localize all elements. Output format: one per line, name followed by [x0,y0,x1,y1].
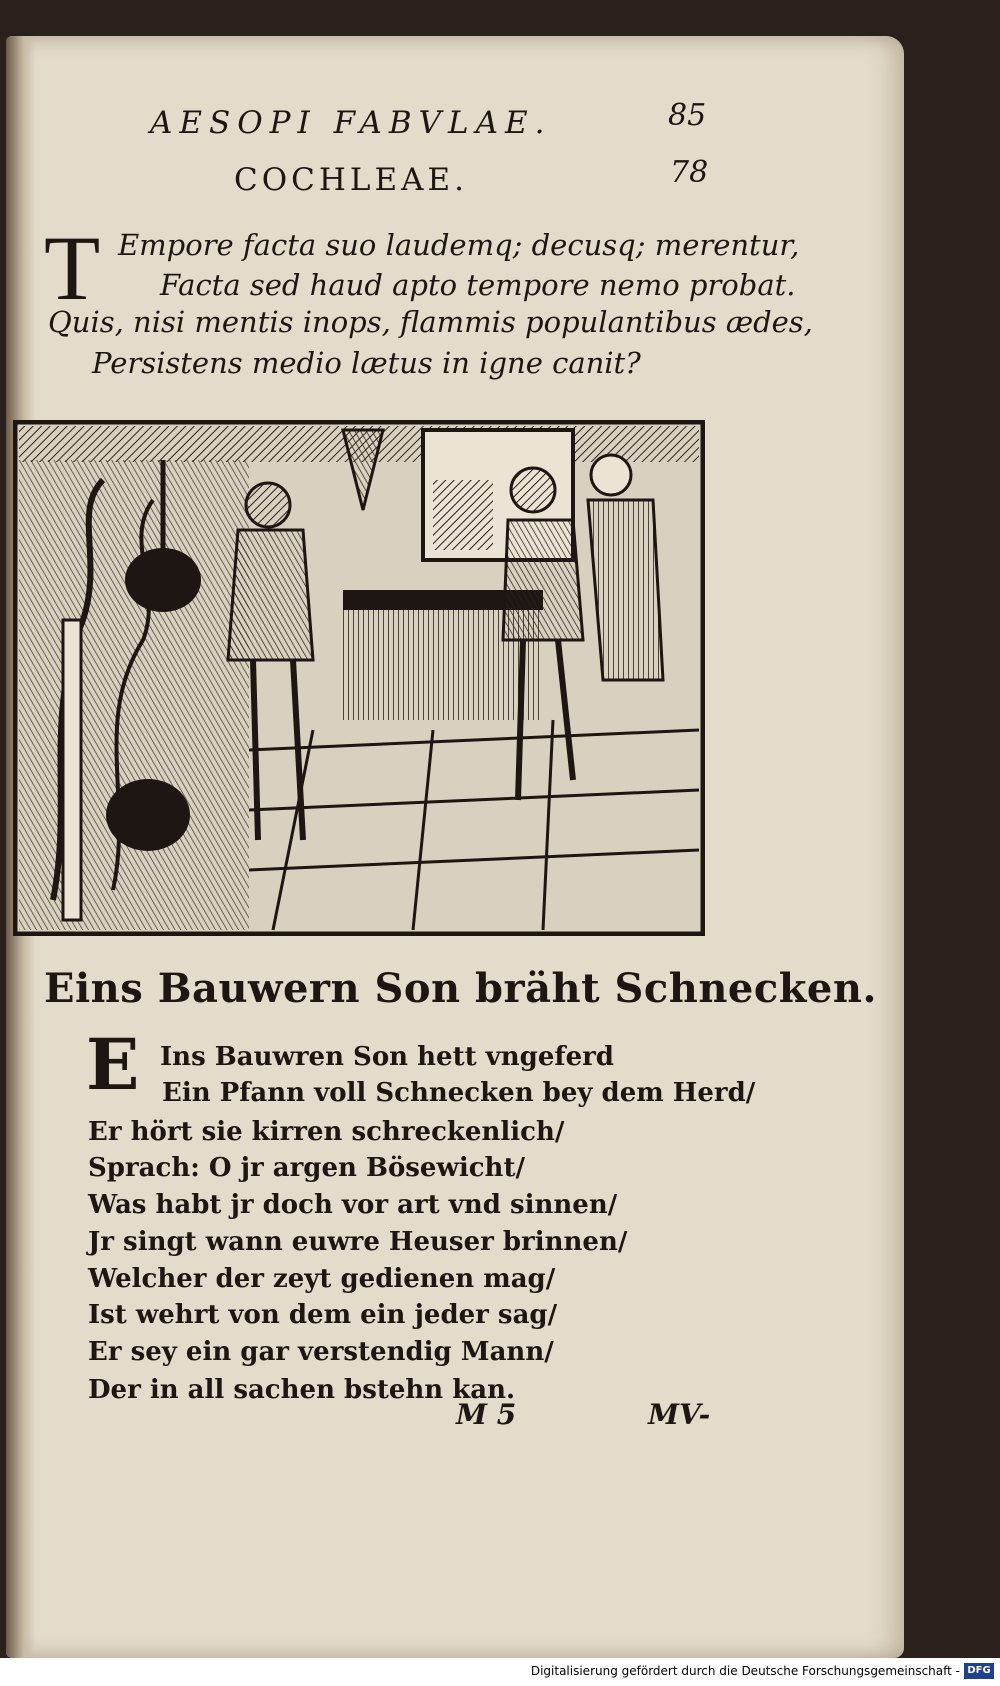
latin-line-1: Empore facta suo laudemq; decusq; merentur, [118,228,800,262]
latin-line-2: Facta sed haud apto tempore nemo probat. [160,268,796,302]
german-line-2: Ein Pfann voll Schnecken bey dem Herd/ [162,1078,756,1108]
german-line-1: Ins Bauwren Son hett vngeferd [160,1042,614,1072]
german-line-3: Er hört sie kirren schreckenlich/ [88,1117,565,1147]
footer-bar [0,1658,1000,1686]
signature-mark: M 5 [456,1398,517,1431]
latin-line-3: Quis, nisi mentis inops, flammis populantibus ædes, [48,305,813,339]
german-title: Eins Bauwern Son bräht Schnecken. [44,965,877,1012]
running-title: AESOPI FABVLAE. [150,105,552,141]
dfg-logo: DFG [964,1663,994,1679]
german-line-6: Jr singt wann euwre Heuser brinnen/ [88,1227,628,1257]
latin-drop-cap: T [44,217,101,319]
german-line-10: Der in all sachen bstehn kan. [88,1375,516,1405]
german-line-9: Er sey ein gar verstendig Mann/ [88,1337,554,1367]
fable-title: COCHLEAE. [234,162,468,198]
german-line-7: Welcher der zeyt gedienen mag/ [88,1264,556,1294]
fable-number: 78 [670,155,709,190]
latin-line-4: Persistens medio lætus in igne canit? [92,346,641,380]
page-number: 85 [668,98,707,133]
woodcut-illustration [13,420,705,936]
catchword: MV- [648,1398,711,1431]
german-line-5: Was habt jr doch vor art vnd sinnen/ [88,1190,618,1220]
footer-credit: Digitalisierung gefördert durch die Deutsche Forschungsgemeinschaft - [530,1664,960,1678]
german-line-8: Ist wehrt von dem ein jeder sag/ [88,1300,558,1330]
german-drop-cap: E [86,1023,140,1106]
german-line-4: Sprach: O jr argen Bösewicht/ [88,1153,525,1183]
